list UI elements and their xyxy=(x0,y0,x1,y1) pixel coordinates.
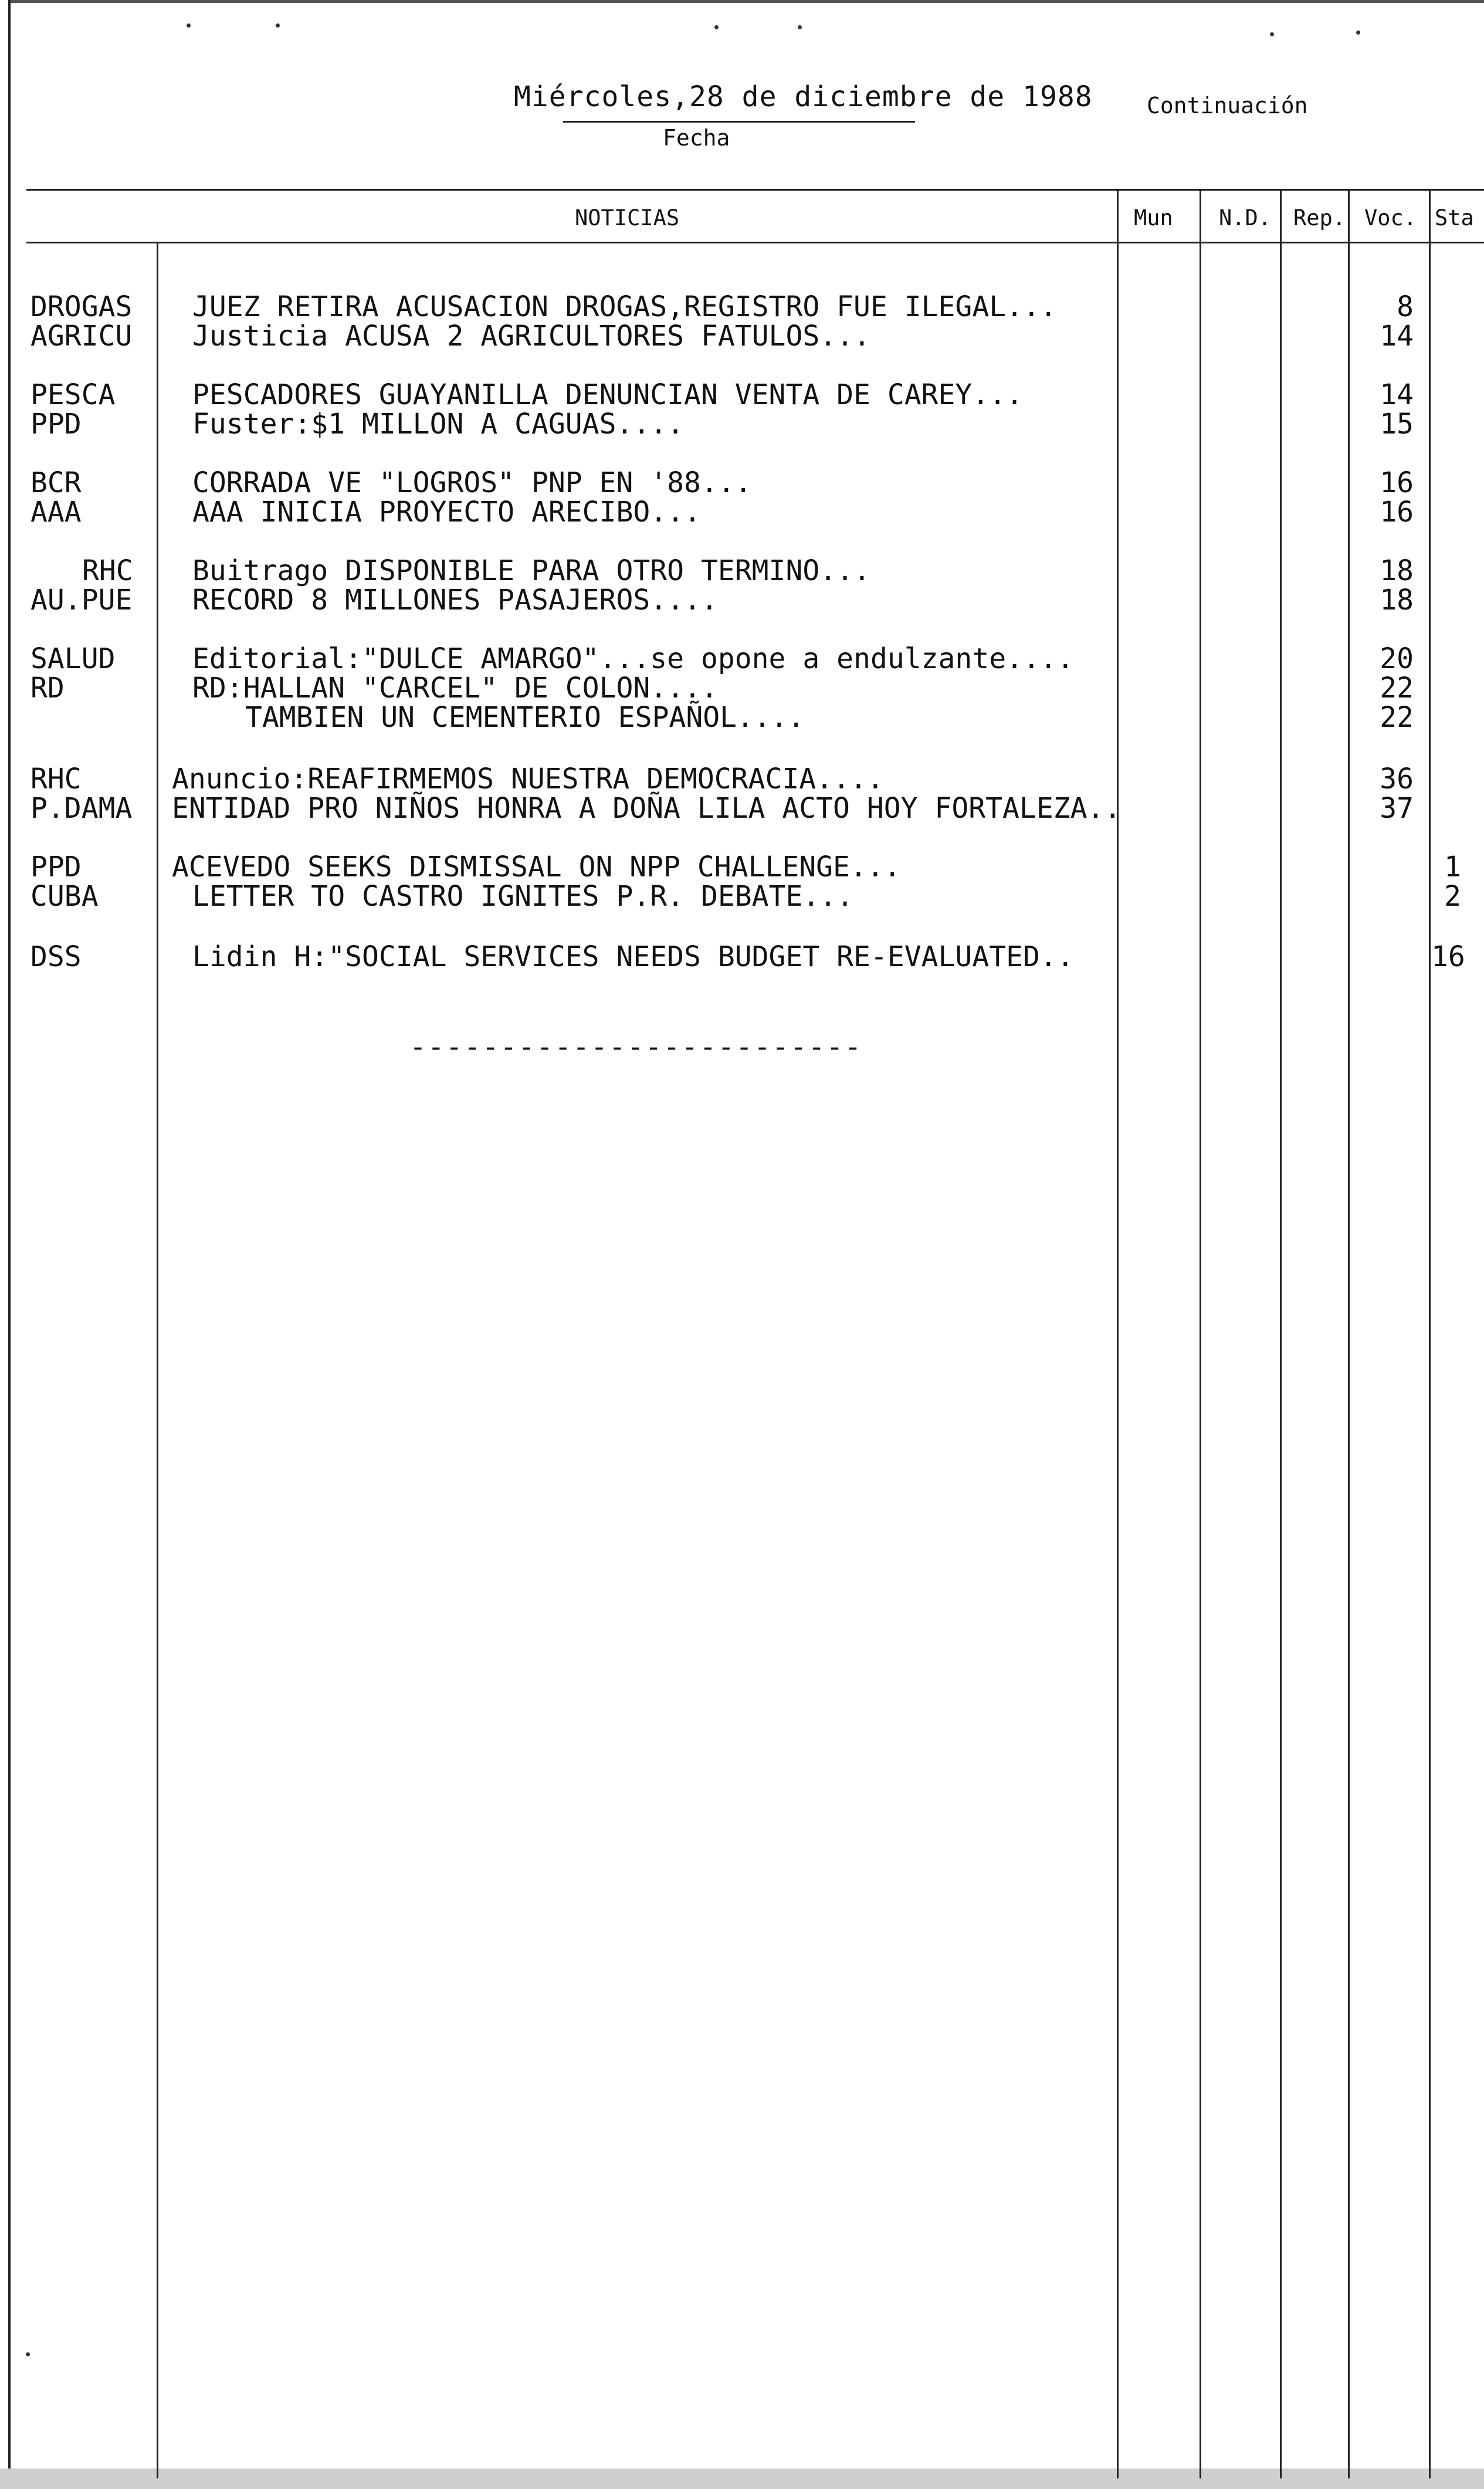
row-code: PESCA xyxy=(31,378,116,411)
row-title: JUEZ RETIRA ACUSACION DROGAS,REGISTRO FUE ILEGAL... xyxy=(192,290,1057,323)
row-voc: 14 xyxy=(1380,320,1414,353)
row-code: P.DAMA xyxy=(31,792,133,825)
row-voc: 37 xyxy=(1380,792,1414,825)
row-title: Justicia ACUSA 2 AGRICULTORES FATULOS... xyxy=(192,320,870,353)
table-header-rule xyxy=(26,242,1484,243)
table-row xyxy=(0,793,1484,824)
row-code: PPD xyxy=(31,408,82,441)
row-title: AAA INICIA PROYECTO ARECIBO... xyxy=(192,496,701,529)
table-row xyxy=(0,556,1484,586)
column-header-rep: Rep. xyxy=(1293,205,1346,231)
mun-column-divider xyxy=(1117,189,1119,2478)
row-title: PESCADORES GUAYANILLA DENUNCIAN VENTA DE CAREY... xyxy=(192,378,1024,411)
table-row xyxy=(0,942,1484,972)
table-row xyxy=(0,764,1484,794)
row-code: DROGAS xyxy=(31,290,133,323)
table-row xyxy=(0,585,1484,615)
row-voc: 22 xyxy=(1380,701,1414,734)
page-left-edge xyxy=(8,0,11,2489)
table-row xyxy=(0,497,1484,527)
column-header-mun: Mun xyxy=(1134,205,1173,231)
column-header-noticias: NOTICIAS xyxy=(575,205,680,231)
speck xyxy=(187,23,191,28)
row-code: DSS xyxy=(31,940,82,973)
row-code: RHC xyxy=(82,554,133,587)
page-bottom-edge xyxy=(0,2468,1484,2489)
row-title: Editorial:"DULCE AMARGO"...se opone a endulzante.... xyxy=(192,642,1074,675)
row-code: SALUD xyxy=(31,642,116,675)
row-title: Fuster:$1 MILLON A CAGUAS.... xyxy=(192,408,685,441)
table-row xyxy=(0,852,1484,882)
row-title: ENTIDAD PRO NIÑOS HONRA A DOÑA LILA ACTO HOY FORTALEZA.. xyxy=(172,792,1122,825)
table-row xyxy=(0,702,1484,733)
row-voc: 16 xyxy=(1380,496,1414,529)
row-title: ACEVEDO SEEKS DISMISSAL ON NPP CHALLENGE... xyxy=(172,851,901,883)
row-voc: 18 xyxy=(1380,584,1414,617)
table-row xyxy=(0,321,1484,351)
row-title: RECORD 8 MILLONES PASAJEROS.... xyxy=(192,584,718,617)
nd-column-divider xyxy=(1200,189,1201,2478)
row-voc: 8 xyxy=(1397,290,1414,323)
date-underline xyxy=(563,121,915,123)
column-header-voc: Voc. xyxy=(1364,205,1417,231)
speck xyxy=(276,23,280,28)
row-code: RD xyxy=(31,672,65,705)
table-row xyxy=(0,881,1484,912)
row-title: RD:HALLAN "CARCEL" DE COLON.... xyxy=(192,672,718,705)
column-header-nd: N.D. xyxy=(1219,205,1272,231)
row-voc: 18 xyxy=(1380,554,1414,587)
row-title: Lidin H:"SOCIAL SERVICES NEEDS BUDGET RE-EVALUATED.. xyxy=(192,940,1074,973)
row-sta: 16 xyxy=(1431,940,1465,973)
rep-column-divider xyxy=(1280,189,1282,2478)
sta-column-divider xyxy=(1429,189,1431,2478)
speck xyxy=(1270,32,1274,36)
row-voc: 14 xyxy=(1380,378,1414,411)
page-top-edge xyxy=(11,0,1484,3)
row-voc: 20 xyxy=(1380,642,1414,675)
row-code: BCR xyxy=(31,466,82,499)
row-code: AU.PUE xyxy=(31,584,133,617)
row-code: AGRICU xyxy=(31,320,133,353)
row-title: LETTER TO CASTRO IGNITES P.R. DEBATE... xyxy=(192,880,854,913)
table-row xyxy=(0,673,1484,703)
row-sta: 2 xyxy=(1444,880,1461,913)
speck xyxy=(1356,31,1360,35)
date-label: Fecha xyxy=(663,125,730,151)
row-code: PPD xyxy=(31,851,82,883)
table-row xyxy=(0,409,1484,439)
row-code: CUBA xyxy=(31,880,99,913)
table-row xyxy=(0,380,1484,410)
speck xyxy=(714,25,719,29)
column-header-sta: Sta xyxy=(1435,205,1474,231)
row-title: Anuncio:REAFIRMEMOS NUESTRA DEMOCRACIA.... xyxy=(172,763,884,795)
end-marker: ------------------------- xyxy=(409,1031,863,1064)
row-voc: 22 xyxy=(1380,672,1414,705)
table-row xyxy=(0,468,1484,498)
table-row xyxy=(0,292,1484,322)
table-row xyxy=(0,644,1484,674)
row-voc: 36 xyxy=(1380,763,1414,795)
date-text: Miércoles,28 de diciembre de 1988 xyxy=(514,80,1093,113)
speck xyxy=(26,2352,30,2356)
row-title: Buitrago DISPONIBLE PARA OTRO TERMINO... xyxy=(192,554,870,587)
continuation-label: Continuación xyxy=(1147,93,1308,118)
row-voc: 15 xyxy=(1380,408,1414,441)
row-code: AAA xyxy=(31,496,82,529)
row-code: RHC xyxy=(31,763,82,795)
voc-column-divider xyxy=(1348,189,1350,2478)
table-top-rule xyxy=(26,189,1484,191)
row-title: TAMBIEN UN CEMENTERIO ESPAÑOL.... xyxy=(245,701,805,734)
row-sta: 1 xyxy=(1444,851,1461,883)
speck xyxy=(798,25,802,29)
row-voc: 16 xyxy=(1380,466,1414,499)
row-title: CORRADA VE "LOGROS" PNP EN '88... xyxy=(192,466,752,499)
